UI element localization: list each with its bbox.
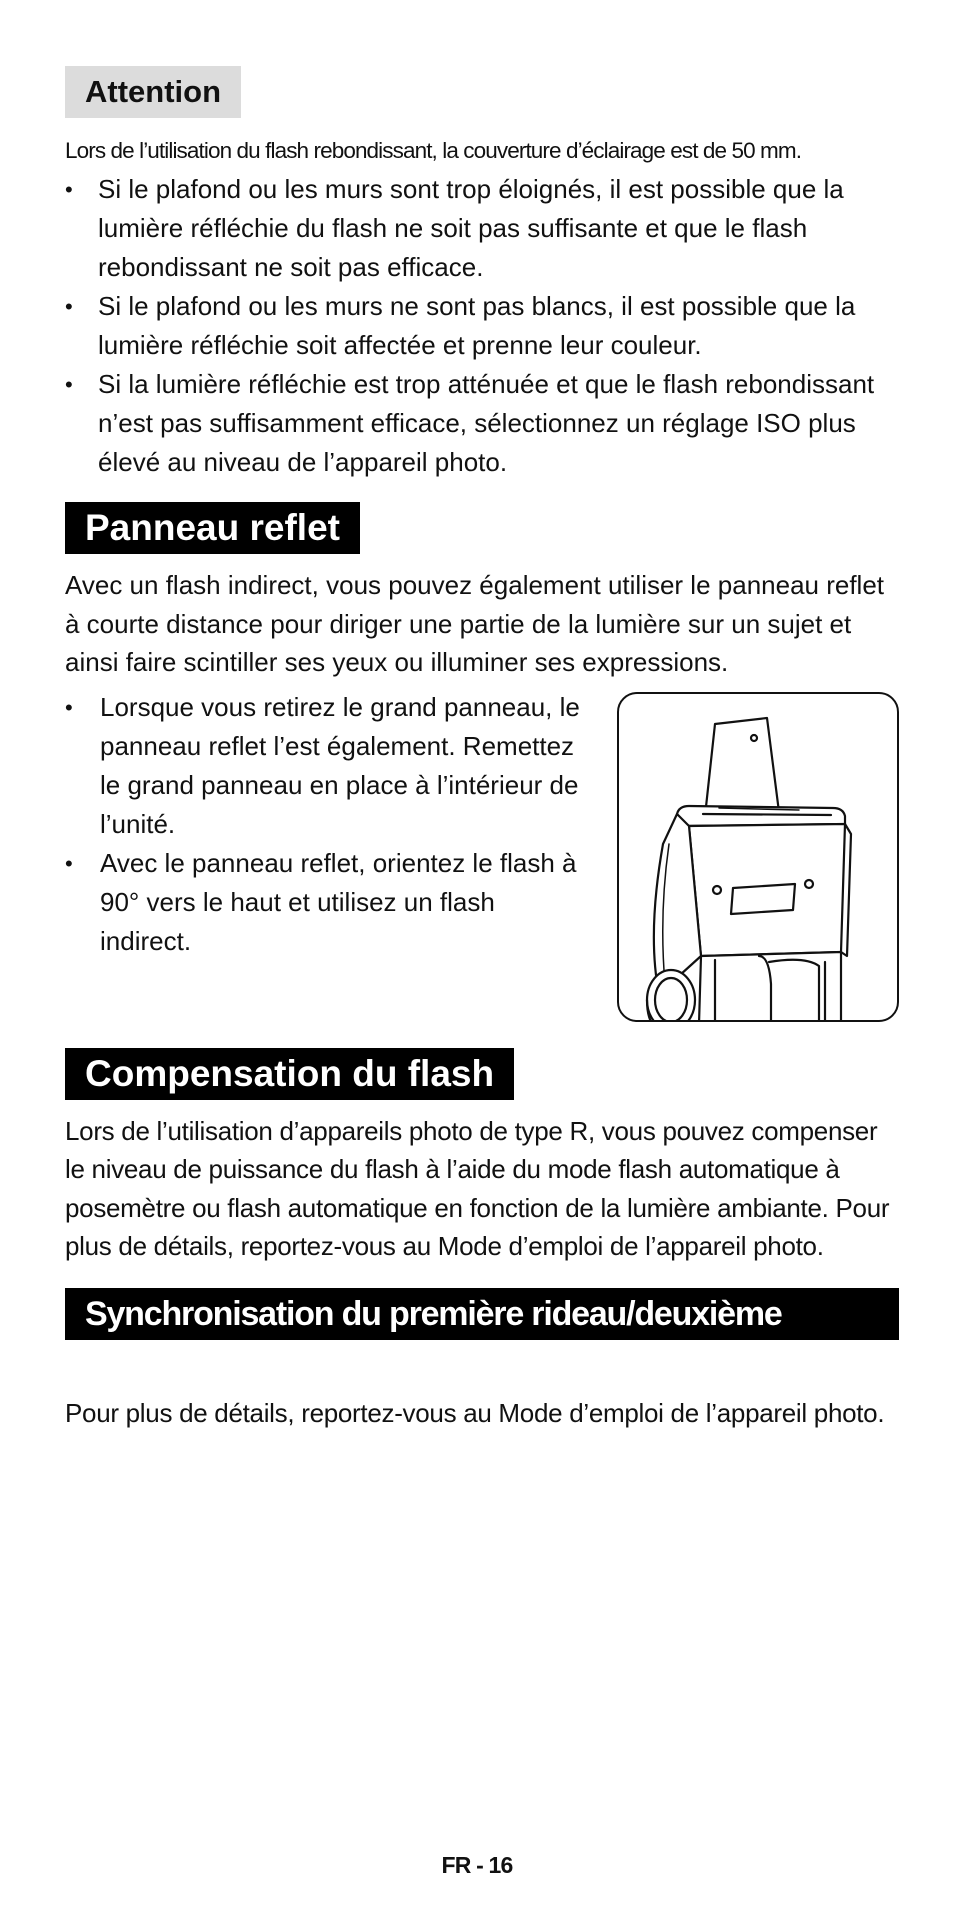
bullet-icon: • — [65, 177, 73, 202]
compensation-body: Lors de l’utilisation d’appareils photo de type R, vous pouvez compenser le niveau de puissance du flash à l’aide du mode flash automatique à posemètre ou flash automatique en fonction de la lumière ambiante. Pour plus de détails, reportez-vous au Mode d’emploi de l’appareil photo. — [65, 1115, 890, 1261]
bullet-icon: • — [65, 850, 73, 876]
list-item: • Lorsque vous retirez le grand panneau, le panneau reflet l’est également. Remettez le grand panneau en place à l’intérieur de l’unité. — [65, 688, 585, 844]
panneau-section — [65, 502, 899, 1022]
attention-section — [65, 66, 899, 482]
bullet-icon: • — [65, 294, 73, 319]
compensation-section — [65, 1048, 899, 1266]
attention-heading: Attention — [65, 66, 241, 118]
list-item: • Si la lumière réfléchie est trop atténuée et que le flash rebondissant n’est pas suffisamment efficace, sélectionnez un réglage ISO plus élevé au niveau de l’appareil photo. — [65, 365, 899, 482]
list-item: • Si le plafond ou les murs sont trop éloignés, il est possible que la lumière réfléchie du flash ne soit pas suffisante et que le flash rebondissant ne soit pas efficace. — [65, 170, 899, 287]
panneau-heading: Panneau reflet — [65, 502, 360, 554]
attention-bullets — [65, 170, 899, 482]
flash-reflector-panel-illustration — [617, 692, 899, 1022]
bullet-icon: • — [65, 694, 73, 720]
panneau-bullets-column — [65, 688, 585, 1022]
bullet-icon: • — [65, 372, 73, 397]
page-number: FR - 16 — [441, 1852, 513, 1878]
attention-intro: Lors de l’utilisation du flash rebondissant, la couverture d’éclairage est de 50 mm. — [65, 138, 802, 163]
synchro-body: Pour plus de détails, reportez-vous au Mode d’emploi de l’appareil photo. — [65, 1397, 885, 1428]
flash-unit-icon — [619, 694, 899, 1022]
synchro-section — [65, 1288, 899, 1433]
page-content — [65, 66, 899, 1432]
compensation-heading: Compensation du flash — [65, 1048, 514, 1100]
synchro-heading: Synchronisation du première rideau/deuxième rideau — [65, 1288, 899, 1340]
list-item: • Si le plafond ou les murs ne sont pas blancs, il est possible que la lumière réfléchie soit affectée et prenne leur couleur. — [65, 287, 899, 365]
panneau-content — [65, 688, 899, 1022]
panneau-intro: Avec un flash indirect, vous pouvez également utiliser le panneau reflet à courte distance pour diriger une partie de la lumière sur un sujet et ainsi faire scintiller ses yeux ou illuminer ses expressions. — [65, 570, 885, 677]
list-item: • Avec le panneau reflet, orientez le flash à 90° vers le haut et utilisez un flash indirect. — [65, 844, 585, 961]
panneau-bullets — [65, 688, 585, 961]
